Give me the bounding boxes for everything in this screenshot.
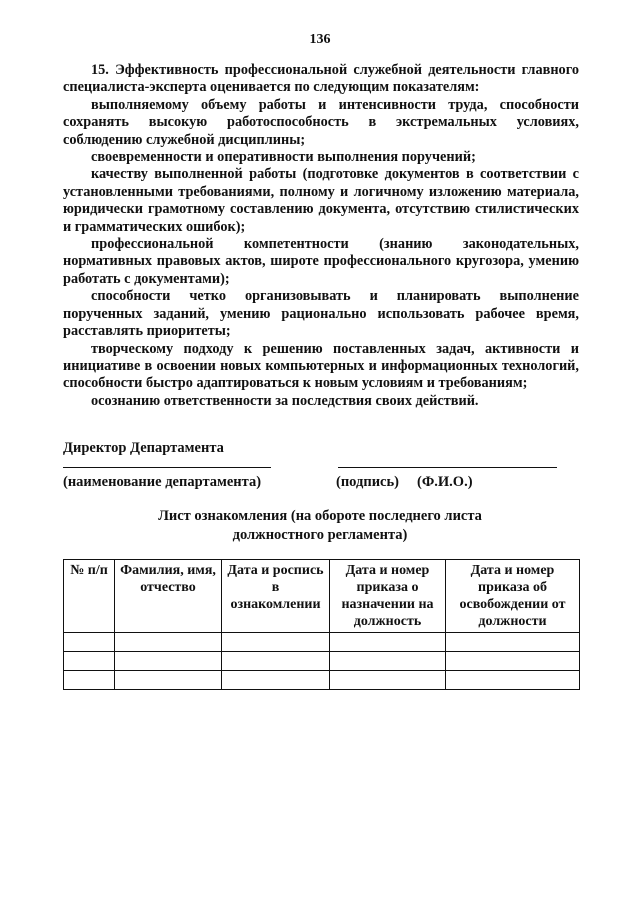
table-cell <box>222 633 330 652</box>
paragraph-competence: профессиональной компетентности (знанию законодательных, нормативных правовых актов, широте профессионального кругозора, умению работать с документами); <box>63 236 579 287</box>
column-header-dismissal-order: Дата и номер приказа об освобождении от должности <box>446 560 580 633</box>
column-header-acquaintance-date: Дата и роспись в ознакомлении <box>222 560 330 633</box>
table-row <box>64 633 580 652</box>
department-caption: (наименование департамента) <box>63 474 262 490</box>
table-cell <box>446 652 580 671</box>
column-header-full-name: Фамилия, имя, отчество <box>115 560 222 633</box>
table-cell <box>330 633 446 652</box>
table-cell <box>446 633 580 652</box>
column-header-appointment-order: Дата и номер приказа о назначении на должность <box>330 560 446 633</box>
table-row <box>64 652 580 671</box>
sheet-title-line1: Лист ознакомления (на обороте последнего листа <box>158 508 482 524</box>
table-cell <box>446 671 580 690</box>
table-row <box>64 671 580 690</box>
director-label: Директор Департамента <box>63 440 224 456</box>
sheet-title-line2: должностного регламента) <box>232 527 408 543</box>
paragraph-responsibility: осознанию ответственности за последствия своих действий. <box>91 392 479 409</box>
acquaintance-sheet-title <box>0 507 640 545</box>
table-cell <box>330 671 446 690</box>
paragraph-organization: способности четко организовывать и планировать выполнение порученных заданий, умению рационально использовать рабочее время, расставлять приоритеты; <box>63 288 579 340</box>
name-caption: (Ф.И.О.) <box>417 474 473 490</box>
paragraph-creativity: творческому подходу к решению поставленных задач, активности и инициативе в освоении новых компьютерных и информационных технологий, способности быстро адаптироваться к новым условиям и требованиям; <box>63 340 579 392</box>
table-header-row <box>64 560 580 633</box>
paragraph-quality: качеству выполненной работы (подготовке документов в соответствии с установленными требованиями, полному и логичному изложению материала, юридически грамотному составлению документа, отсутствию стилистических и грамматических ошибок); <box>63 166 579 235</box>
table-cell <box>64 671 115 690</box>
table-cell <box>115 633 222 652</box>
department-signature-line <box>63 467 271 468</box>
table-cell <box>115 652 222 671</box>
table-cell <box>222 671 330 690</box>
regulation-text <box>63 62 579 410</box>
paragraph-workload: выполняемому объему работы и интенсивности труда, способности сохранять высокую работоспособность в экстремальных условиях, соблюдению служебной дисциплины; <box>63 96 579 148</box>
signature-name-line <box>338 467 557 468</box>
table-cell <box>115 671 222 690</box>
signature-caption: (подпись) <box>336 474 399 490</box>
paragraph-timeliness: своевременности и оперативности выполнения поручений; <box>91 149 476 166</box>
page-number: 136 <box>309 32 331 47</box>
paragraph-intro: 15. Эффективность профессиональной служебной деятельности главного специалиста-эксперта оценивается по следующим показателям: <box>63 62 579 96</box>
table-cell <box>64 633 115 652</box>
acquaintance-table <box>63 559 580 690</box>
table-cell <box>64 652 115 671</box>
column-header-number: № п/п <box>64 560 115 633</box>
table-cell <box>330 652 446 671</box>
table-cell <box>222 652 330 671</box>
